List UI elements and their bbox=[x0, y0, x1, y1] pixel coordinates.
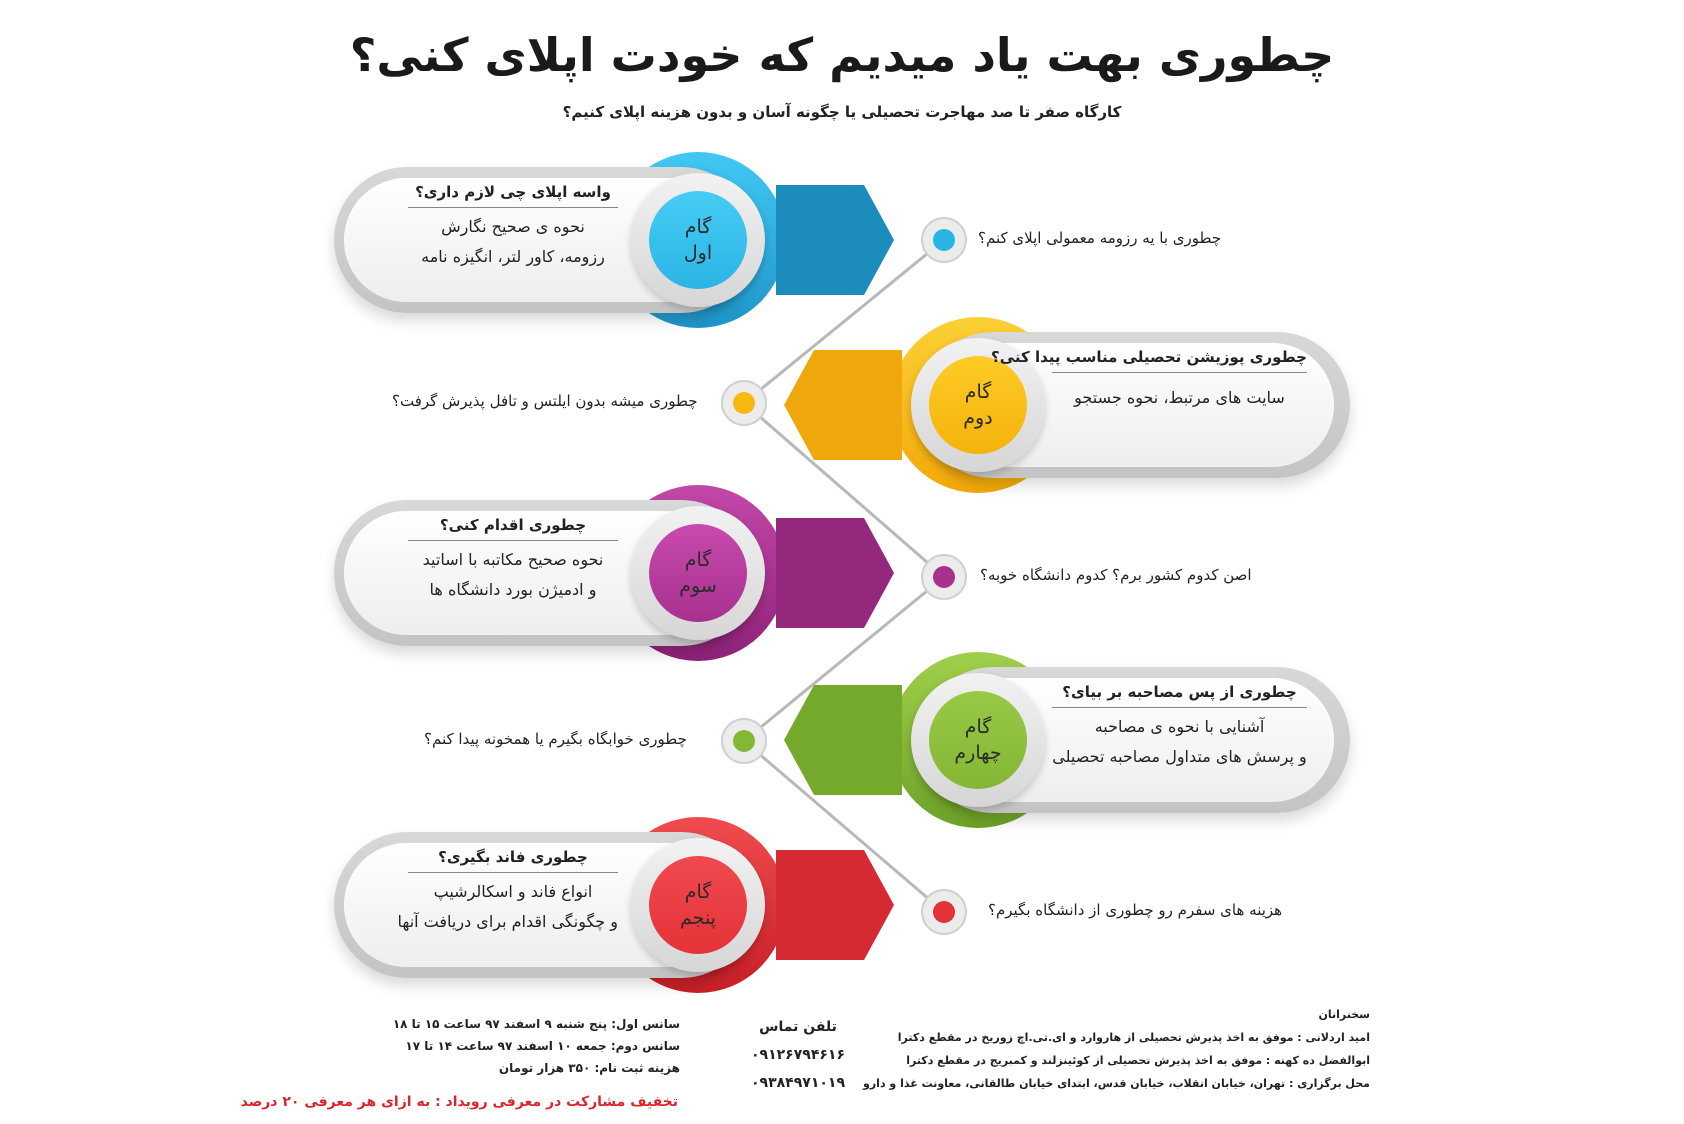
sessions-info bbox=[392, 1013, 680, 1079]
step-4-arrow bbox=[784, 685, 904, 795]
step-1-line-2: رزومه، کاور لتر، انگیزه نامه bbox=[421, 247, 605, 266]
step-5-line-1: انواع فاند و اسکالرشیپ bbox=[433, 882, 593, 901]
step-1 bbox=[334, 155, 894, 325]
question-3: اصن کدوم کشور برم؟ کدوم دانشگاه خوبه؟ bbox=[980, 566, 1252, 584]
node-dot-1 bbox=[933, 229, 955, 251]
speakers-label: سخنرانان bbox=[1318, 1008, 1370, 1021]
step-2-heading: چطوری پوزیشن تحصیلی مناسب پیدا کنی؟ bbox=[1052, 348, 1307, 373]
step-1-badge bbox=[631, 173, 765, 307]
node-dot-4 bbox=[733, 730, 755, 752]
contact-info bbox=[742, 1013, 854, 1097]
connector-node-1 bbox=[922, 218, 966, 262]
step-5-line-2: و چگونگی اقدام برای دریافت آنها bbox=[397, 912, 618, 931]
registration-fee: هزینه ثبت نام: ۳۵۰ هزار تومان bbox=[498, 1061, 680, 1075]
question-1: چطوری با یه رزومه معمولی اپلای کنم؟ bbox=[978, 229, 1222, 247]
step-4-badge bbox=[911, 673, 1045, 807]
step-2-arrow bbox=[784, 350, 904, 460]
step-5-label-bottom: پنجم bbox=[680, 907, 716, 929]
step-5 bbox=[334, 820, 894, 990]
step-1-heading: واسه اپلای چی لازم داری؟ bbox=[408, 183, 618, 208]
node-dot-3 bbox=[933, 566, 955, 588]
step-2-label-bottom: دوم bbox=[963, 407, 993, 429]
step-4-heading: چطوری از پس مصاحبه بر بیای؟ bbox=[1052, 683, 1307, 708]
phone-2[interactable]: ۰۹۳۸۴۹۷۱۰۱۹ bbox=[751, 1075, 845, 1091]
step-5-arrow bbox=[776, 850, 896, 960]
step-1-label-top: گام bbox=[684, 216, 712, 238]
step-3-label-top: گام bbox=[684, 549, 712, 571]
step-4-label-top: گام bbox=[964, 716, 992, 738]
discount-note: تخفیف مشارکت در معرفی رویداد : به ازای هر معرفی ۲۰ درصد bbox=[240, 1094, 678, 1110]
session-2: سانس دوم: جمعه ۱۰ اسفند ۹۷ ساعت ۱۴ تا ۱۷ bbox=[405, 1039, 680, 1053]
step-5-label-top: گام bbox=[684, 881, 712, 903]
question-4: چطوری خوابگاه بگیرم یا همخونه پیدا کنم؟ bbox=[424, 730, 687, 748]
step-5-badge bbox=[631, 838, 765, 972]
step-3-line-1: نحوه صحیح مکاتبه با اساتید bbox=[422, 550, 604, 569]
page-title: چطوری بهت یاد میدیم که خودت اپلای کنی؟ bbox=[349, 28, 1335, 82]
step-2-text bbox=[991, 348, 1307, 413]
step-4-text bbox=[1052, 683, 1307, 772]
connector-node-3 bbox=[922, 555, 966, 599]
node-dot-5 bbox=[933, 901, 955, 923]
node-dot-2 bbox=[733, 392, 755, 414]
speaker-1: امید اردلانی : موفق به اخذ پذیرش تحصیلی از هاروارد و ای.تی.اچ زوریخ در مقطع دکترا bbox=[897, 1031, 1370, 1044]
step-4 bbox=[790, 655, 1350, 825]
session-1: سانس اول: پنج شنبه ۹ اسفند ۹۷ ساعت ۱۵ تا ۱۸ bbox=[392, 1017, 680, 1031]
question-5: هزینه های سفرم رو چطوری از دانشگاه بگیرم؟ bbox=[988, 901, 1283, 919]
connector-node-5 bbox=[922, 890, 966, 934]
step-1-text bbox=[408, 183, 618, 272]
step-1-line-1: نحوه ی صحیح نگارش bbox=[441, 217, 585, 236]
step-1-arrow bbox=[776, 185, 896, 295]
step-3-heading: چطوری اقدام کنی؟ bbox=[408, 516, 618, 541]
step-3-text bbox=[408, 516, 618, 605]
step-3-badge bbox=[631, 506, 765, 640]
step-2-label-top: گام bbox=[964, 381, 992, 403]
connector-node-2 bbox=[722, 381, 766, 425]
phone-1[interactable]: ۰۹۱۲۶۷۹۴۶۱۶ bbox=[751, 1047, 845, 1063]
page-subtitle: کارگاه صفر تا صد مهاجرت تحصیلی یا چگونه آسان و بدون هزینه اپلای کنیم؟ bbox=[562, 103, 1122, 121]
step-2 bbox=[790, 320, 1350, 490]
step-5-text bbox=[397, 848, 618, 937]
step-3 bbox=[334, 488, 894, 658]
question-2: چطوری میشه بدون ایلتس و تافل پذیرش گرفت؟ bbox=[392, 392, 698, 410]
step-1-label-bottom: اول bbox=[683, 242, 713, 264]
venue: محل برگزاری : تهران، خیابان انقلاب، خیابان قدس، ابتدای خیابان طالقانی، معاونت غذا و دارو bbox=[863, 1077, 1370, 1090]
step-4-label-bottom: چهارم bbox=[954, 742, 1002, 764]
phone-label: تلفن تماس bbox=[759, 1019, 837, 1035]
speaker-2: ابوالفضل ده کهنه : موفق به اخذ پذیرش تحصیلی از کوئینزلند و کمبریج در مقطع دکترا bbox=[906, 1054, 1370, 1067]
step-2-line-1: سایت های مرتبط، نحوه جستجو bbox=[1074, 388, 1285, 407]
step-3-line-2: و ادمیژن بورد دانشگاه ها bbox=[429, 580, 597, 599]
step-5-heading: چطوری فاند بگیری؟ bbox=[408, 848, 618, 873]
speakers-info bbox=[863, 1003, 1370, 1095]
step-4-line-1: آشنایی با نحوه ی مصاحبه bbox=[1094, 717, 1265, 736]
step-4-line-2: و پرسش های متداول مصاحبه تحصیلی bbox=[1052, 747, 1307, 766]
connector-node-4 bbox=[722, 719, 766, 763]
step-3-arrow bbox=[776, 518, 896, 628]
step-3-label-bottom: سوم bbox=[679, 575, 717, 597]
